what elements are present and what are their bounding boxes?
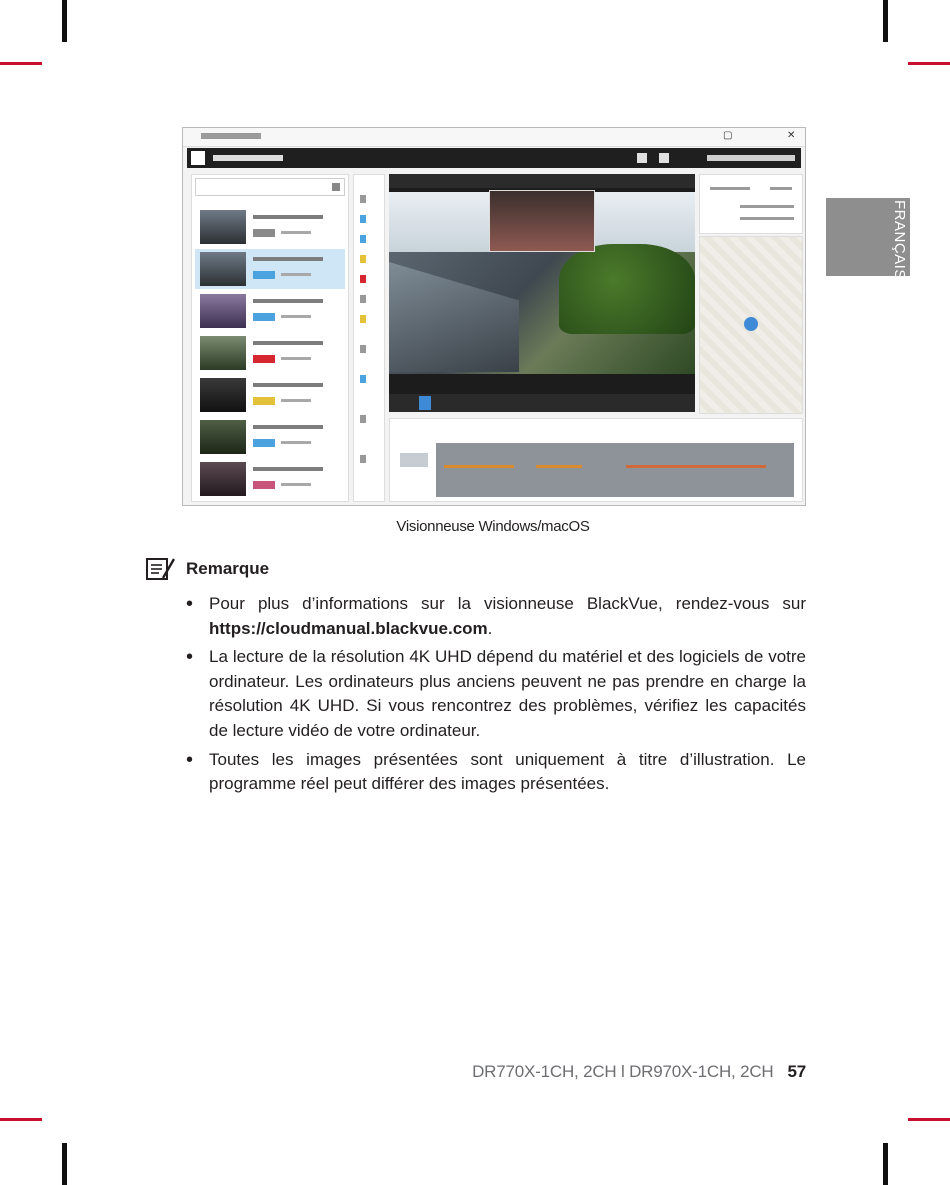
list-item [195,249,345,289]
figure-caption: Visionneuse Windows/macOS [396,518,590,535]
list-item [195,375,345,415]
graph-plot [436,443,794,497]
toolbar-label [213,155,283,161]
language-tab-label: FRANÇAIS [891,200,908,280]
list-item [186,748,806,797]
speed-info-panel [699,174,803,234]
graph-icon [400,453,428,467]
g-sensor-graph [389,418,803,502]
list-item [195,291,345,331]
bullet-text: Pour plus d’informations sur la visionneuse BlackVue, rendez-vous sur [209,594,806,613]
bullet-text: Toutes les images présentées sont uniquement à titre d’illustration. Le programme réel peut différer des images présentées. [209,749,806,794]
bullet-text: . [487,618,493,638]
file-list [191,174,349,502]
crop-mark [883,1143,888,1185]
manual-link[interactable]: https://cloudmanual.blackvue.com [209,618,488,638]
list-item [195,417,345,457]
list-item [195,459,345,499]
time-strip [353,174,385,502]
search-icon [332,183,340,191]
gps-map [699,236,803,414]
note-icon [145,556,177,582]
toolbar-icon [637,153,647,163]
crop-mark [0,62,42,65]
bullet-text: La lecture de la résolution 4K UHD dépend du matériel et des logiciels de votre ordinateur. Les ordinateurs plus anciens peuvent ne pas prendre en charge la résolution 4K UHD. Si vous rencontrez des problèmes, vérifiez les capacités de lecture vidéo de votre ordinateur. [209,647,806,740]
page-footer [472,1062,806,1082]
viewer-screenshot [182,127,806,506]
window-titlebar [183,128,805,147]
toolbar-icon [659,153,669,163]
language-tab [826,198,910,280]
crop-mark [908,62,950,65]
video-player [389,174,695,412]
footer-models: DR770X-1CH, 2CH l DR970X-1CH, 2CH [472,1062,774,1081]
video-info-bar [389,174,695,188]
crop-mark [908,1118,950,1121]
home-icon [191,151,205,165]
list-item [186,645,806,743]
close-icon: ✕ [787,130,796,141]
playback-controls [389,394,695,412]
maximize-icon: ▢ [723,130,733,141]
crop-mark [62,1143,67,1185]
list-item [195,333,345,373]
crop-mark [0,1118,42,1121]
page-number: 57 [787,1062,806,1081]
search-input [195,178,345,196]
list-item [186,592,806,641]
crop-mark [883,0,888,42]
toolbar-menu [707,155,795,161]
app-toolbar [187,148,801,168]
window-title [201,133,261,139]
note-list [186,592,806,801]
list-item [195,207,345,247]
crop-mark [62,0,67,42]
location-pin-icon [744,317,758,331]
rear-camera-preview [489,190,595,252]
note-title: Remarque [186,559,270,578]
play-icon [419,396,431,410]
